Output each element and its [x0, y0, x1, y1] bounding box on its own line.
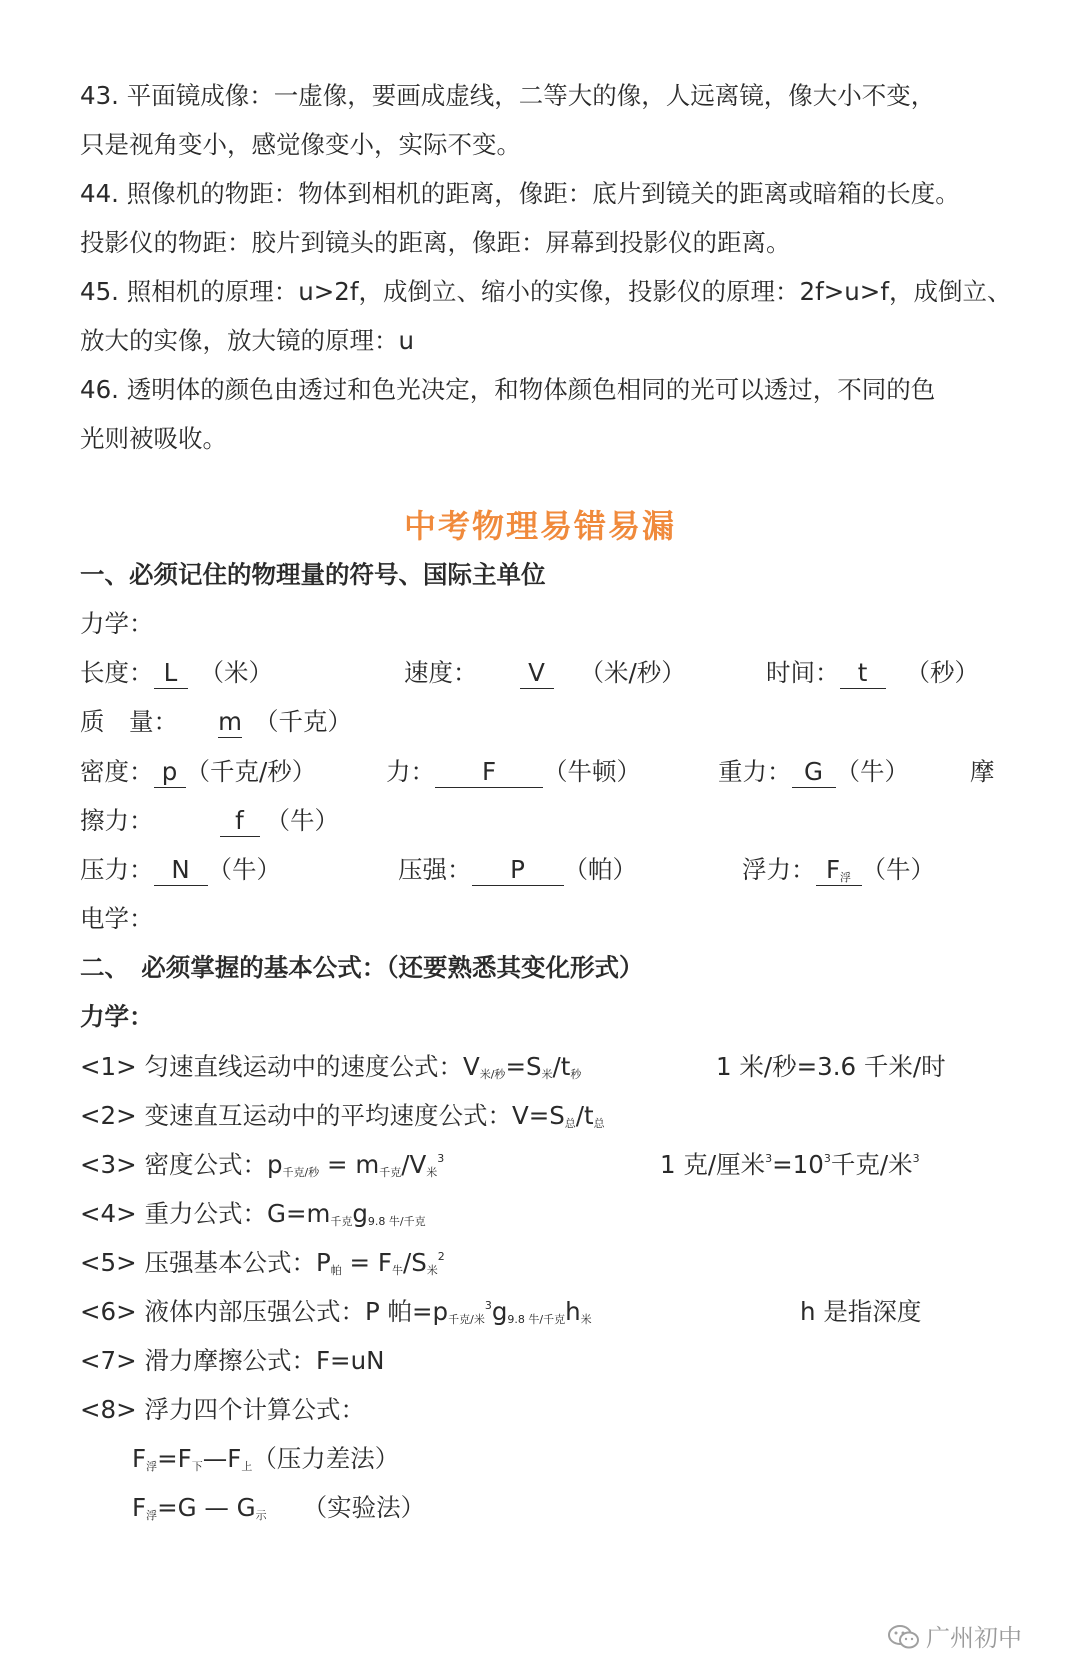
formula-6: <6> 液体内部压强公式：P 帕$=p_{千克/米}^3g_{9.8 牛/千克}h_米$	[80, 1297, 592, 1326]
formula-5: <5> 压强基本公式：$P_帕 = F_牛/S_米^2$	[80, 1248, 445, 1277]
friction-first-char: 摩	[970, 757, 995, 786]
page-title: 中考物理易错易漏	[403, 507, 676, 545]
quantity-pressure-force	[80, 855, 281, 886]
pressure-label: 压强：	[398, 855, 472, 884]
force-label: 力：	[386, 757, 435, 786]
buoyancy-unit: （牛）	[861, 855, 935, 884]
time-symbol: t	[840, 661, 886, 689]
length-label: 长度：	[80, 658, 154, 687]
quantity-length	[80, 658, 273, 689]
quantity-force	[386, 757, 641, 788]
item-45-line2: 放大的实像，放大镜的原理：u	[80, 326, 415, 355]
section2-mechanics-label: 力学：	[80, 1002, 154, 1031]
formula-3-note: 1 克/厘米$^3=10^3$千克/米$^3$	[660, 1150, 920, 1179]
length-symbol: L	[154, 661, 188, 689]
quantity-mass	[80, 707, 352, 738]
formula-2: <2> 变速直互运动中的平均速度公式：$V=S_总/t_总$	[80, 1101, 605, 1130]
buoyancy-symbol: $F_浮$	[816, 858, 862, 886]
buoyancy-label: 浮力：	[742, 855, 816, 884]
quantity-time	[766, 658, 979, 689]
gravity-label: 重力：	[718, 757, 792, 786]
speed-unit: （米/秒）	[579, 658, 686, 687]
length-unit: （米）	[199, 658, 273, 687]
force-unit: （牛顿）	[543, 757, 641, 786]
mechanics-label: 力学：	[80, 609, 154, 638]
force-symbol: F	[435, 760, 543, 788]
item-44-line1: 44. 照像机的物距：物体到相机的距离，像距：底片到镜关的距离或暗箱的长度。	[80, 179, 960, 208]
density-symbol: p	[154, 760, 186, 788]
formula-4: <4> 重力公式：$G=m_{千克}g_{9.8 牛/千克}$	[80, 1199, 426, 1228]
section1-heading: 一、必须记住的物理量的符号、国际主单位	[80, 560, 546, 589]
buoyancy-formula-experiment: $F_浮=G$ — $G_示$ （实验法）	[132, 1493, 426, 1522]
watermark	[888, 1624, 1022, 1654]
pressure-unit: （帕）	[563, 855, 637, 884]
pressure-force-symbol: N	[154, 858, 208, 886]
quantity-pressure	[398, 855, 637, 886]
quantity-friction	[80, 806, 339, 837]
formula-7: <7> 滑力摩擦公式：F=uN	[80, 1346, 385, 1375]
item-45-line1: 45. 照相机的原理：u>2f，成倒立、缩小的实像，投影仪的原理：2f>u>f，成倒立、	[80, 277, 1012, 306]
density-label: 密度：	[80, 757, 154, 786]
mass-label: 质 量：	[80, 707, 178, 736]
friction-symbol: f	[220, 809, 260, 837]
pressure-force-label: 压力：	[80, 855, 154, 884]
quantity-buoyancy	[742, 855, 935, 886]
mass-symbol: m	[218, 707, 242, 736]
time-unit: （秒）	[905, 658, 979, 687]
item-43-line2: 只是视角变小，感觉像变小，实际不变。	[80, 130, 521, 159]
gravity-symbol: G	[792, 760, 836, 788]
formula-1: <1> 匀速直线运动中的速度公式：$V_{米/秒}=S_米/t_秒$	[80, 1052, 582, 1081]
electricity-label: 电学：	[80, 904, 154, 933]
wechat-icon	[888, 1624, 920, 1654]
friction-label: 擦力：	[80, 806, 154, 835]
pressure-symbol: P	[472, 858, 564, 886]
quantity-density	[80, 757, 317, 788]
formula-1-note: 1 米/秒=3.6 千米/时	[716, 1052, 946, 1081]
item-46-line1: 46. 透明体的颜色由透过和色光决定，和物体颜色相同的光可以透过，不同的色	[80, 375, 936, 404]
section2-heading: 二、 必须掌握的基本公式：（还要熟悉其变化形式）	[80, 953, 644, 982]
item-44-line2: 投影仪的物距：胶片到镜头的距离，像距：屏幕到投影仪的距离。	[80, 228, 791, 257]
quantity-speed	[404, 658, 686, 689]
formula-8: <8> 浮力四个计算公式：	[80, 1395, 365, 1424]
item-46-line2: 光则被吸收。	[80, 424, 227, 453]
quantity-gravity	[718, 757, 909, 788]
speed-label: 速度：	[404, 658, 478, 687]
formula-6-note: h 是指深度	[800, 1297, 922, 1326]
gravity-unit: （牛）	[835, 757, 909, 786]
time-label: 时间：	[766, 658, 840, 687]
speed-symbol: V	[520, 661, 554, 689]
watermark-text: 广州初中	[926, 1624, 1022, 1652]
pressure-force-unit: （牛）	[207, 855, 281, 884]
friction-unit: （牛）	[265, 806, 339, 835]
mass-unit: （千克）	[254, 707, 352, 736]
item-43-line1: 43. 平面镜成像：一虚像，要画成虚线，二等大的像，人远离镜，像大小不变，	[80, 81, 936, 110]
buoyancy-formula-pressure-difference: $F_浮=F_下—F_上$（压力差法）	[132, 1444, 400, 1473]
formula-3: <3> 密度公式：$p_{千克/秒} = m_{千克}/V_米^3$	[80, 1150, 445, 1179]
density-unit: （千克/秒）	[185, 757, 317, 786]
